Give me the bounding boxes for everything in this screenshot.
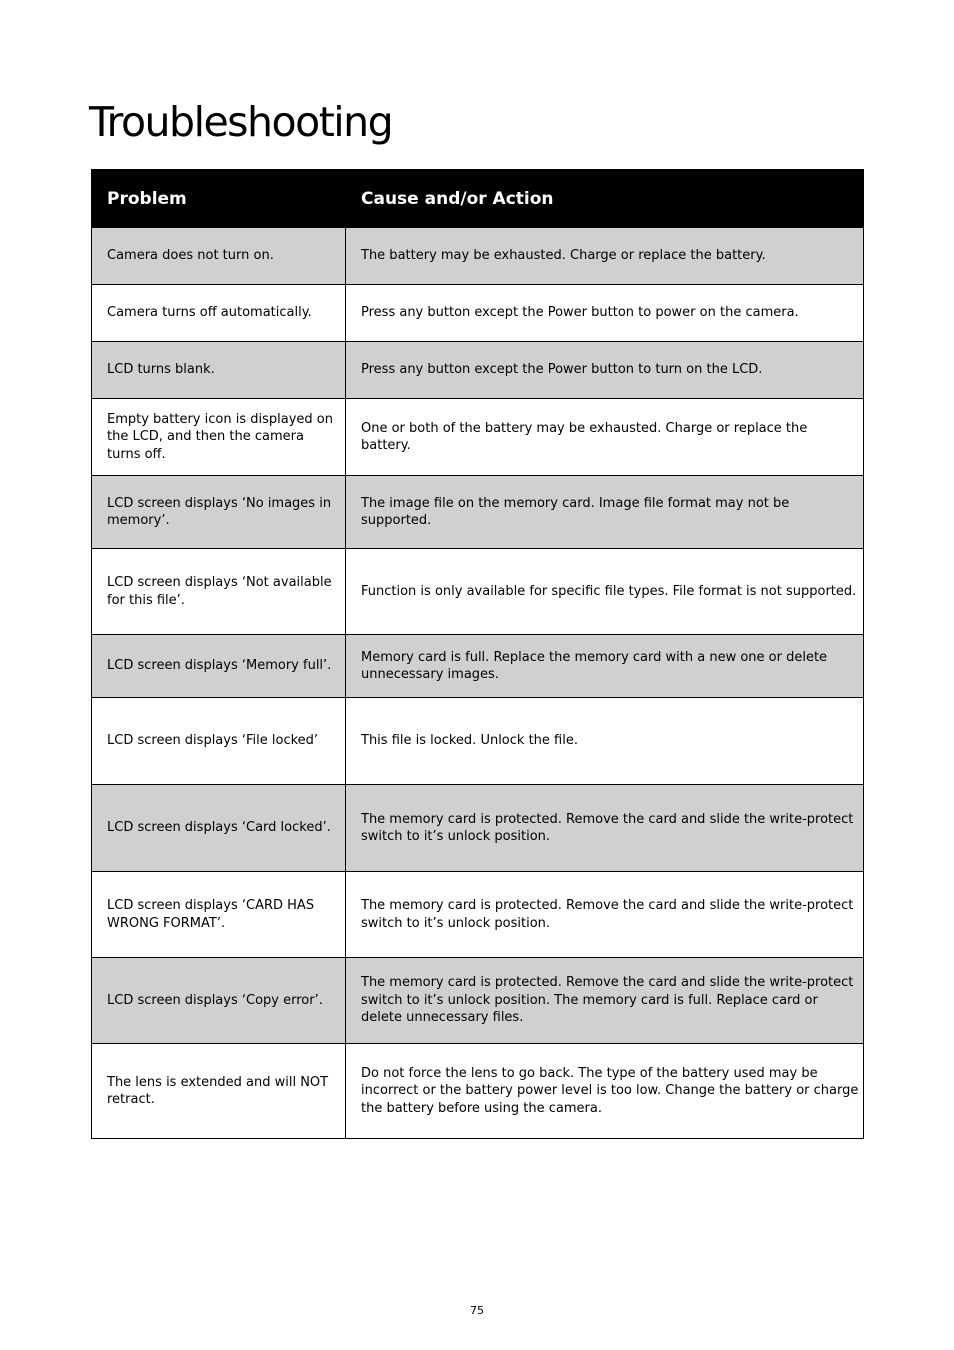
table-header-row bbox=[92, 170, 864, 228]
cause-cell: Function is only available for specific file types. File format is not supported. bbox=[346, 549, 864, 635]
cause-cell: The memory card is protected. Remove the card and slide the write-protect switch to it’s unlock position. bbox=[346, 785, 864, 872]
table-row bbox=[92, 1044, 864, 1139]
cause-cell: The image file on the memory card. Image file format may not be supported. bbox=[346, 476, 864, 549]
page-number: 75 bbox=[470, 1304, 484, 1317]
problem-cell: Camera does not turn on. bbox=[92, 228, 346, 285]
cause-cell: Press any button except the Power button to power on the camera. bbox=[346, 285, 864, 342]
table-row bbox=[92, 635, 864, 698]
column-header-cause: Cause and/or Action bbox=[346, 170, 864, 228]
cause-cell: One or both of the battery may be exhausted. Charge or replace the battery. bbox=[346, 399, 864, 476]
problem-cell: Empty battery icon is displayed on the LCD, and then the camera turns off. bbox=[92, 399, 346, 476]
problem-cell: Camera turns off automatically. bbox=[92, 285, 346, 342]
problem-cell: LCD screen displays ‘File locked’ bbox=[92, 698, 346, 785]
problem-cell: LCD turns blank. bbox=[92, 342, 346, 399]
table-row bbox=[92, 228, 864, 285]
cause-cell: Do not force the lens to go back. The type of the battery used may be incorrect or the battery power level is too low. Change the battery or charge the battery before using the camera. bbox=[346, 1044, 864, 1139]
problem-cell: LCD screen displays ‘Copy error’. bbox=[92, 958, 346, 1044]
cause-cell: The memory card is protected. Remove the card and slide the write-protect switch to it’s unlock position. bbox=[346, 872, 864, 958]
cause-cell: Memory card is full. Replace the memory card with a new one or delete unnecessary images. bbox=[346, 635, 864, 698]
table-row bbox=[92, 342, 864, 399]
problem-cell: LCD screen displays ‘Memory full’. bbox=[92, 635, 346, 698]
column-header-problem: Problem bbox=[92, 170, 346, 228]
problem-cell: LCD screen displays ‘Card locked’. bbox=[92, 785, 346, 872]
cause-cell: Press any button except the Power button to turn on the LCD. bbox=[346, 342, 864, 399]
table-row bbox=[92, 698, 864, 785]
cause-cell: The memory card is protected. Remove the card and slide the write-protect switch to it’s unlock position. The memory card is full. Replace card or delete unnecessary files. bbox=[346, 958, 864, 1044]
table-row bbox=[92, 399, 864, 476]
troubleshooting-table bbox=[91, 169, 864, 1139]
cause-cell: The battery may be exhausted. Charge or replace the battery. bbox=[346, 228, 864, 285]
table-row bbox=[92, 872, 864, 958]
table-row bbox=[92, 549, 864, 635]
table-row bbox=[92, 958, 864, 1044]
table-row bbox=[92, 476, 864, 549]
problem-cell: LCD screen displays ‘CARD HAS WRONG FORMAT’. bbox=[92, 872, 346, 958]
problem-cell: LCD screen displays ‘Not available for this file’. bbox=[92, 549, 346, 635]
problem-cell: LCD screen displays ‘No images in memory’. bbox=[92, 476, 346, 549]
table-row bbox=[92, 785, 864, 872]
cause-cell: This file is locked. Unlock the file. bbox=[346, 698, 864, 785]
table-row bbox=[92, 285, 864, 342]
problem-cell: The lens is extended and will NOT retract. bbox=[92, 1044, 346, 1139]
page-title: Troubleshooting bbox=[89, 98, 393, 146]
